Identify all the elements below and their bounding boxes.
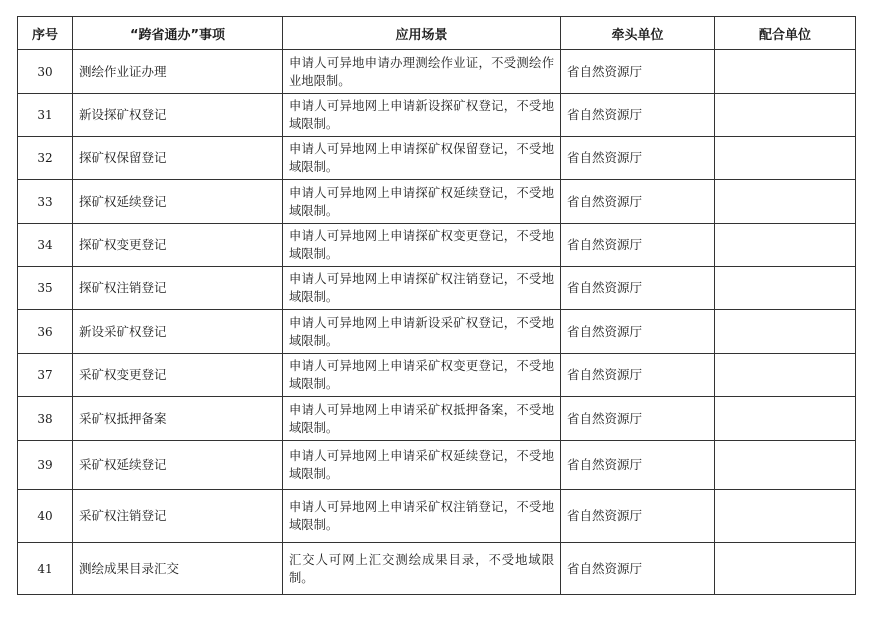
row-item: 探矿权延续登记	[73, 180, 283, 224]
header-item: “跨省通办”事项	[73, 17, 283, 50]
row-coop	[715, 94, 856, 137]
table-row	[18, 137, 856, 180]
table-row	[18, 310, 856, 354]
row-item: 测绘作业证办理	[73, 50, 283, 94]
row-lead: 省自然资源厅	[561, 180, 715, 224]
header-num: 序号	[18, 17, 73, 50]
row-coop	[715, 354, 856, 397]
row-scene: 申请人可异地网上申请新设探矿权登记，不受地域限制。	[283, 94, 561, 137]
row-scene: 申请人可异地申请办理测绘作业证，不受测绘作业地限制。	[283, 50, 561, 94]
row-scene: 申请人可异地网上申请采矿权延续登记，不受地域限制。	[283, 441, 561, 490]
row-lead: 省自然资源厅	[561, 543, 715, 595]
row-item: 测绘成果目录汇交	[73, 543, 283, 595]
row-num: 33	[18, 180, 73, 224]
row-scene: 申请人可异地网上申请采矿权变更登记，不受地域限制。	[283, 354, 561, 397]
row-coop	[715, 180, 856, 224]
row-lead: 省自然资源厅	[561, 137, 715, 180]
table-row	[18, 490, 856, 543]
row-item: 新设采矿权登记	[73, 310, 283, 354]
row-coop	[715, 543, 856, 595]
row-lead: 省自然资源厅	[561, 50, 715, 94]
row-lead: 省自然资源厅	[561, 441, 715, 490]
row-lead: 省自然资源厅	[561, 354, 715, 397]
table-row	[18, 441, 856, 490]
row-lead: 省自然资源厅	[561, 310, 715, 354]
row-num: 36	[18, 310, 73, 354]
row-scene: 申请人可异地网上申请探矿权延续登记，不受地域限制。	[283, 180, 561, 224]
row-scene: 申请人可异地网上申请采矿权抵押备案，不受地域限制。	[283, 397, 561, 441]
row-coop	[715, 441, 856, 490]
table-row	[18, 50, 856, 94]
row-lead: 省自然资源厅	[561, 94, 715, 137]
row-num: 41	[18, 543, 73, 595]
row-num: 37	[18, 354, 73, 397]
row-num: 34	[18, 224, 73, 267]
row-num: 31	[18, 94, 73, 137]
row-scene: 申请人可异地网上申请探矿权变更登记，不受地域限制。	[283, 224, 561, 267]
row-num: 38	[18, 397, 73, 441]
table-row	[18, 543, 856, 595]
row-scene: 申请人可异地网上申请探矿权注销登记，不受地域限制。	[283, 267, 561, 310]
row-coop	[715, 490, 856, 543]
row-lead: 省自然资源厅	[561, 224, 715, 267]
row-item: 探矿权注销登记	[73, 267, 283, 310]
row-lead: 省自然资源厅	[561, 267, 715, 310]
row-item: 采矿权注销登记	[73, 490, 283, 543]
row-scene: 汇交人可网上汇交测绘成果目录，不受地域限制。	[283, 543, 561, 595]
row-num: 39	[18, 441, 73, 490]
table-body	[18, 50, 856, 595]
row-scene: 申请人可异地网上申请采矿权注销登记，不受地域限制。	[283, 490, 561, 543]
row-item: 探矿权变更登记	[73, 224, 283, 267]
row-num: 30	[18, 50, 73, 94]
table-row	[18, 180, 856, 224]
matters-table	[17, 16, 856, 595]
row-item: 采矿权延续登记	[73, 441, 283, 490]
header-row	[18, 17, 856, 50]
row-coop	[715, 267, 856, 310]
header-coop: 配合单位	[715, 17, 856, 50]
row-num: 35	[18, 267, 73, 310]
table-row	[18, 354, 856, 397]
table-row	[18, 94, 856, 137]
table-row	[18, 397, 856, 441]
row-coop	[715, 310, 856, 354]
table-row	[18, 267, 856, 310]
row-coop	[715, 397, 856, 441]
header-scene: 应用场景	[283, 17, 561, 50]
header-lead: 牵头单位	[561, 17, 715, 50]
row-lead: 省自然资源厅	[561, 490, 715, 543]
row-item: 探矿权保留登记	[73, 137, 283, 180]
table-row	[18, 224, 856, 267]
row-item: 采矿权变更登记	[73, 354, 283, 397]
row-coop	[715, 137, 856, 180]
row-coop	[715, 224, 856, 267]
row-coop	[715, 50, 856, 94]
row-num: 32	[18, 137, 73, 180]
row-scene: 申请人可异地网上申请新设采矿权登记，不受地域限制。	[283, 310, 561, 354]
row-lead: 省自然资源厅	[561, 397, 715, 441]
row-scene: 申请人可异地网上申请探矿权保留登记，不受地域限制。	[283, 137, 561, 180]
row-num: 40	[18, 490, 73, 543]
row-item: 采矿权抵押备案	[73, 397, 283, 441]
row-item: 新设探矿权登记	[73, 94, 283, 137]
